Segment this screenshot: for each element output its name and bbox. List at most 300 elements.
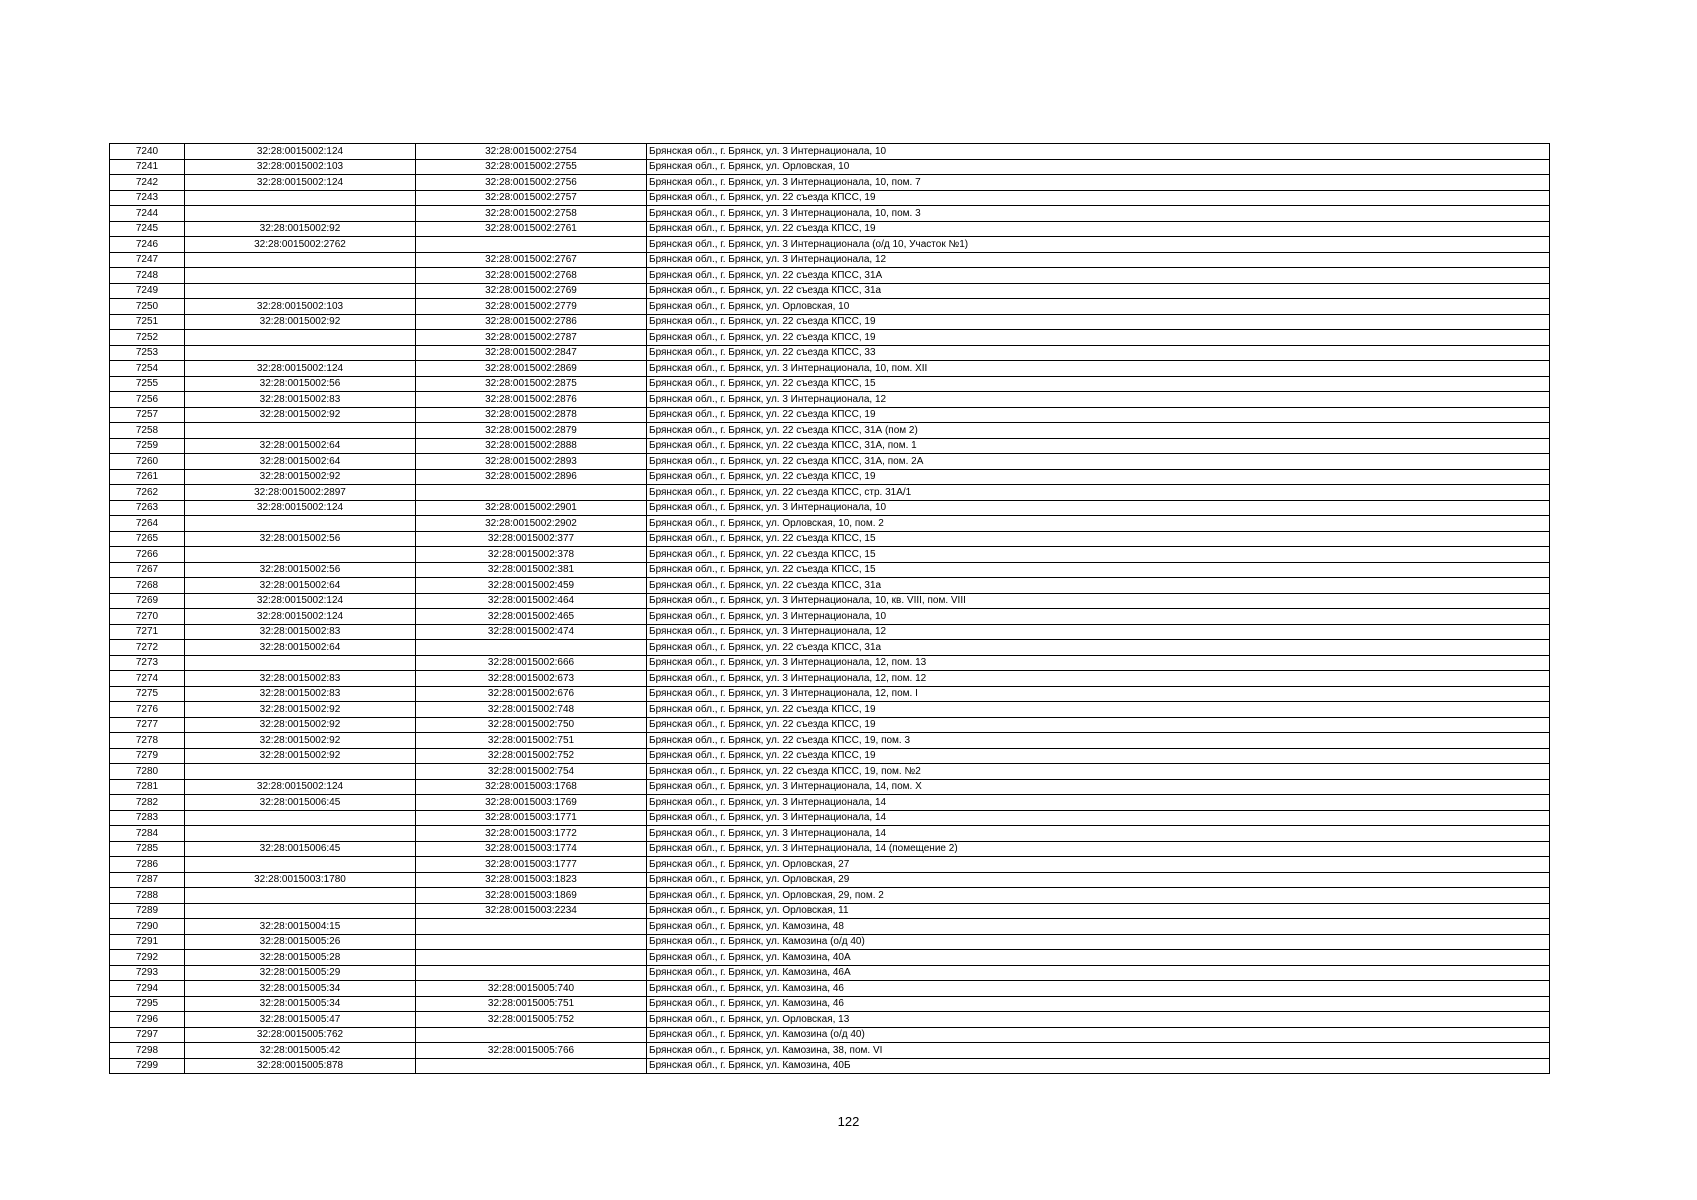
parcel-cadastral-number-cell [185, 190, 416, 206]
object-cadastral-number-cell: 32:28:0015002:2761 [416, 221, 647, 237]
row-number-cell: 7289 [110, 903, 185, 919]
parcel-cadastral-number-cell [185, 903, 416, 919]
object-cadastral-number-cell: 32:28:0015002:2902 [416, 516, 647, 532]
object-cadastral-number-cell: 32:28:0015005:740 [416, 981, 647, 997]
address-cell: Брянская обл., г. Брянск, ул. 3 Интернационала, 10 [647, 500, 1550, 516]
object-cadastral-number-cell: 32:28:0015003:2234 [416, 903, 647, 919]
parcel-cadastral-number-cell: 32:28:0015002:124 [185, 175, 416, 191]
table-row [110, 330, 1550, 346]
parcel-cadastral-number-cell: 32:28:0015005:878 [185, 1058, 416, 1074]
row-number-cell: 7283 [110, 810, 185, 826]
table-row [110, 903, 1550, 919]
parcel-cadastral-number-cell: 32:28:0015002:92 [185, 407, 416, 423]
object-cadastral-number-cell: 32:28:0015002:2786 [416, 314, 647, 330]
row-number-cell: 7242 [110, 175, 185, 191]
object-cadastral-number-cell [416, 1058, 647, 1074]
row-number-cell: 7261 [110, 469, 185, 485]
address-cell: Брянская обл., г. Брянск, ул. Камозина, 46 [647, 996, 1550, 1012]
object-cadastral-number-cell: 32:28:0015003:1777 [416, 857, 647, 873]
object-cadastral-number-cell: 32:28:0015002:2755 [416, 159, 647, 175]
table-row [110, 206, 1550, 222]
row-number-cell: 7278 [110, 733, 185, 749]
row-number-cell: 7273 [110, 655, 185, 671]
table-row [110, 144, 1550, 160]
table-row [110, 609, 1550, 625]
row-number-cell: 7269 [110, 593, 185, 609]
address-cell: Брянская обл., г. Брянск, ул. 3 Интернационала, 14 [647, 810, 1550, 826]
address-cell: Брянская обл., г. Брянск, ул. 3 Интернационала, 10 [647, 144, 1550, 160]
object-cadastral-number-cell: 32:28:0015003:1772 [416, 826, 647, 842]
address-cell: Брянская обл., г. Брянск, ул. Орловская, 11 [647, 903, 1550, 919]
parcel-cadastral-number-cell [185, 888, 416, 904]
row-number-cell: 7284 [110, 826, 185, 842]
row-number-cell: 7288 [110, 888, 185, 904]
address-cell: Брянская обл., г. Брянск, ул. 22 съезда КПСС, 31а [647, 578, 1550, 594]
object-cadastral-number-cell: 32:28:0015005:752 [416, 1012, 647, 1028]
object-cadastral-number-cell: 32:28:0015002:2768 [416, 268, 647, 284]
row-number-cell: 7266 [110, 547, 185, 563]
row-number-cell: 7263 [110, 500, 185, 516]
parcel-cadastral-number-cell: 32:28:0015005:28 [185, 950, 416, 966]
address-cell: Брянская обл., г. Брянск, ул. Орловская, 13 [647, 1012, 1550, 1028]
row-number-cell: 7293 [110, 965, 185, 981]
object-cadastral-number-cell: 32:28:0015002:2769 [416, 283, 647, 299]
object-cadastral-number-cell: 32:28:0015002:465 [416, 609, 647, 625]
row-number-cell: 7260 [110, 454, 185, 470]
address-cell: Брянская обл., г. Брянск, ул. Орловская, 10 [647, 299, 1550, 315]
row-number-cell: 7297 [110, 1027, 185, 1043]
table-row [110, 407, 1550, 423]
address-cell: Брянская обл., г. Брянск, ул. 3 Интернационала, 12, пом. I [647, 686, 1550, 702]
address-cell: Брянская обл., г. Брянск, ул. 22 съезда КПСС, 19 [647, 330, 1550, 346]
parcel-cadastral-number-cell: 32:28:0015005:762 [185, 1027, 416, 1043]
parcel-cadastral-number-cell: 32:28:0015005:34 [185, 981, 416, 997]
address-cell: Брянская обл., г. Брянск, ул. Орловская, 10, пом. 2 [647, 516, 1550, 532]
address-cell: Брянская обл., г. Брянск, ул. 22 съезда КПСС, 19 [647, 407, 1550, 423]
parcel-cadastral-number-cell: 32:28:0015002:92 [185, 733, 416, 749]
row-number-cell: 7241 [110, 159, 185, 175]
object-cadastral-number-cell [416, 965, 647, 981]
table-row [110, 361, 1550, 377]
table-row [110, 190, 1550, 206]
parcel-cadastral-number-cell [185, 826, 416, 842]
address-cell: Брянская обл., г. Брянск, ул. 22 съезда КПСС, 31А, пом. 1 [647, 438, 1550, 454]
object-cadastral-number-cell: 32:28:0015002:2847 [416, 345, 647, 361]
object-cadastral-number-cell: 32:28:0015002:2896 [416, 469, 647, 485]
table-row [110, 1012, 1550, 1028]
object-cadastral-number-cell: 32:28:0015002:464 [416, 593, 647, 609]
parcel-cadastral-number-cell [185, 423, 416, 439]
parcel-cadastral-number-cell [185, 283, 416, 299]
table-row [110, 423, 1550, 439]
table-row [110, 454, 1550, 470]
parcel-cadastral-number-cell: 32:28:0015002:83 [185, 686, 416, 702]
row-number-cell: 7286 [110, 857, 185, 873]
row-number-cell: 7244 [110, 206, 185, 222]
parcel-cadastral-number-cell: 32:28:0015002:124 [185, 144, 416, 160]
object-cadastral-number-cell: 32:28:0015002:2888 [416, 438, 647, 454]
address-cell: Брянская обл., г. Брянск, ул. 3 Интернационала, 12 [647, 624, 1550, 640]
table-row [110, 314, 1550, 330]
parcel-cadastral-number-cell: 32:28:0015002:92 [185, 702, 416, 718]
parcel-cadastral-number-cell: 32:28:0015002:56 [185, 531, 416, 547]
address-cell: Брянская обл., г. Брянск, ул. 22 съезда КПСС, 19, пом. №2 [647, 764, 1550, 780]
object-cadastral-number-cell: 32:28:0015002:474 [416, 624, 647, 640]
address-cell: Брянская обл., г. Брянск, ул. Камозина, 48 [647, 919, 1550, 935]
address-cell: Брянская обл., г. Брянск, ул. 22 съезда КПСС, 19 [647, 221, 1550, 237]
table-row [110, 469, 1550, 485]
table-row [110, 872, 1550, 888]
object-cadastral-number-cell: 32:28:0015002:2767 [416, 252, 647, 268]
parcel-cadastral-number-cell [185, 655, 416, 671]
table-row [110, 810, 1550, 826]
object-cadastral-number-cell: 32:28:0015002:381 [416, 562, 647, 578]
address-cell: Брянская обл., г. Брянск, ул. Камозина, 40А [647, 950, 1550, 966]
row-number-cell: 7252 [110, 330, 185, 346]
address-cell: Брянская обл., г. Брянск, ул. Камозина, 46А [647, 965, 1550, 981]
parcel-cadastral-number-cell: 32:28:0015005:29 [185, 965, 416, 981]
object-cadastral-number-cell: 32:28:0015002:377 [416, 531, 647, 547]
address-cell: Брянская обл., г. Брянск, ул. 22 съезда КПСС, 33 [647, 345, 1550, 361]
object-cadastral-number-cell: 32:28:0015003:1774 [416, 841, 647, 857]
address-cell: Брянская обл., г. Брянск, ул. Орловская, 29 [647, 872, 1550, 888]
parcel-cadastral-number-cell: 32:28:0015002:83 [185, 392, 416, 408]
address-cell: Брянская обл., г. Брянск, ул. Орловская, 10 [647, 159, 1550, 175]
parcel-cadastral-number-cell: 32:28:0015002:92 [185, 717, 416, 733]
object-cadastral-number-cell: 32:28:0015003:1769 [416, 795, 647, 811]
object-cadastral-number-cell: 32:28:0015002:2787 [416, 330, 647, 346]
registry-table-body [110, 144, 1550, 1074]
parcel-cadastral-number-cell: 32:28:0015002:92 [185, 314, 416, 330]
address-cell: Брянская обл., г. Брянск, ул. 22 съезда КПСС, 15 [647, 531, 1550, 547]
address-cell: Брянская обл., г. Брянск, ул. 22 съезда КПСС, стр. 31А/1 [647, 485, 1550, 501]
parcel-cadastral-number-cell: 32:28:0015006:45 [185, 841, 416, 857]
address-cell: Брянская обл., г. Брянск, ул. Камозина (о/д 40) [647, 934, 1550, 950]
address-cell: Брянская обл., г. Брянск, ул. 22 съезда КПСС, 19 [647, 314, 1550, 330]
table-row [110, 717, 1550, 733]
row-number-cell: 7247 [110, 252, 185, 268]
object-cadastral-number-cell: 32:28:0015005:766 [416, 1043, 647, 1059]
table-row [110, 671, 1550, 687]
parcel-cadastral-number-cell: 32:28:0015002:124 [185, 779, 416, 795]
object-cadastral-number-cell: 32:28:0015002:2754 [416, 144, 647, 160]
parcel-cadastral-number-cell: 32:28:0015002:2762 [185, 237, 416, 253]
table-row [110, 950, 1550, 966]
table-row [110, 547, 1550, 563]
table-row [110, 826, 1550, 842]
row-number-cell: 7245 [110, 221, 185, 237]
row-number-cell: 7264 [110, 516, 185, 532]
row-number-cell: 7254 [110, 361, 185, 377]
address-cell: Брянская обл., г. Брянск, ул. 3 Интернационала, 10, пом. 3 [647, 206, 1550, 222]
address-cell: Брянская обл., г. Брянск, ул. 3 Интернационала, 14 [647, 826, 1550, 842]
row-number-cell: 7277 [110, 717, 185, 733]
parcel-cadastral-number-cell [185, 547, 416, 563]
row-number-cell: 7280 [110, 764, 185, 780]
row-number-cell: 7248 [110, 268, 185, 284]
table-row [110, 841, 1550, 857]
parcel-cadastral-number-cell: 32:28:0015002:64 [185, 578, 416, 594]
row-number-cell: 7274 [110, 671, 185, 687]
address-cell: Брянская обл., г. Брянск, ул. 22 съезда КПСС, 15 [647, 547, 1550, 563]
object-cadastral-number-cell [416, 1027, 647, 1043]
row-number-cell: 7267 [110, 562, 185, 578]
object-cadastral-number-cell: 32:28:0015002:2901 [416, 500, 647, 516]
row-number-cell: 7295 [110, 996, 185, 1012]
object-cadastral-number-cell [416, 919, 647, 935]
row-number-cell: 7246 [110, 237, 185, 253]
row-number-cell: 7258 [110, 423, 185, 439]
table-row [110, 392, 1550, 408]
row-number-cell: 7240 [110, 144, 185, 160]
address-cell: Брянская обл., г. Брянск, ул. 22 съезда КПСС, 15 [647, 376, 1550, 392]
object-cadastral-number-cell [416, 640, 647, 656]
object-cadastral-number-cell [416, 950, 647, 966]
object-cadastral-number-cell: 32:28:0015003:1768 [416, 779, 647, 795]
object-cadastral-number-cell: 32:28:0015002:2758 [416, 206, 647, 222]
object-cadastral-number-cell: 32:28:0015002:378 [416, 547, 647, 563]
address-cell: Брянская обл., г. Брянск, ул. 22 съезда КПСС, 19 [647, 748, 1550, 764]
object-cadastral-number-cell: 32:28:0015003:1771 [416, 810, 647, 826]
table-row [110, 500, 1550, 516]
object-cadastral-number-cell [416, 934, 647, 950]
table-row [110, 175, 1550, 191]
row-number-cell: 7270 [110, 609, 185, 625]
table-row [110, 764, 1550, 780]
parcel-cadastral-number-cell [185, 516, 416, 532]
row-number-cell: 7299 [110, 1058, 185, 1074]
row-number-cell: 7255 [110, 376, 185, 392]
address-cell: Брянская обл., г. Брянск, ул. Камозина, 40Б [647, 1058, 1550, 1074]
address-cell: Брянская обл., г. Брянск, ул. 3 Интернационала, 10, пом. XII [647, 361, 1550, 377]
table-row [110, 531, 1550, 547]
address-cell: Брянская обл., г. Брянск, ул. 22 съезда КПСС, 19 [647, 702, 1550, 718]
object-cadastral-number-cell: 32:28:0015002:666 [416, 655, 647, 671]
table-row [110, 1027, 1550, 1043]
address-cell: Брянская обл., г. Брянск, ул. 3 Интернационала, 12, пом. 13 [647, 655, 1550, 671]
address-cell: Брянская обл., г. Брянск, ул. Камозина (о/д 40) [647, 1027, 1550, 1043]
parcel-cadastral-number-cell: 32:28:0015003:1780 [185, 872, 416, 888]
parcel-cadastral-number-cell: 32:28:0015002:124 [185, 361, 416, 377]
parcel-cadastral-number-cell [185, 764, 416, 780]
object-cadastral-number-cell: 32:28:0015002:2779 [416, 299, 647, 315]
row-number-cell: 7249 [110, 283, 185, 299]
object-cadastral-number-cell: 32:28:0015002:2757 [416, 190, 647, 206]
address-cell: Брянская обл., г. Брянск, ул. 22 съезда КПСС, 31А [647, 268, 1550, 284]
parcel-cadastral-number-cell: 32:28:0015005:26 [185, 934, 416, 950]
address-cell: Брянская обл., г. Брянск, ул. 22 съезда КПСС, 19, пом. 3 [647, 733, 1550, 749]
row-number-cell: 7292 [110, 950, 185, 966]
table-row [110, 1058, 1550, 1074]
table-row [110, 221, 1550, 237]
table-row [110, 779, 1550, 795]
table-row [110, 733, 1550, 749]
table-row [110, 655, 1550, 671]
table-row [110, 1043, 1550, 1059]
parcel-cadastral-number-cell: 32:28:0015002:2897 [185, 485, 416, 501]
parcel-cadastral-number-cell: 32:28:0015002:83 [185, 624, 416, 640]
address-cell: Брянская обл., г. Брянск, ул. 22 съезда КПСС, 19 [647, 717, 1550, 733]
address-cell: Брянская обл., г. Брянск, ул. 3 Интернационала, 12 [647, 392, 1550, 408]
table-row [110, 919, 1550, 935]
object-cadastral-number-cell: 32:28:0015002:2875 [416, 376, 647, 392]
parcel-cadastral-number-cell: 32:28:0015002:124 [185, 609, 416, 625]
address-cell: Брянская обл., г. Брянск, ул. 3 Интернационала, 12, пом. 12 [647, 671, 1550, 687]
parcel-cadastral-number-cell: 32:28:0015002:92 [185, 221, 416, 237]
address-cell: Брянская обл., г. Брянск, ул. Орловская, 27 [647, 857, 1550, 873]
registry-table [109, 143, 1550, 1074]
parcel-cadastral-number-cell [185, 268, 416, 284]
address-cell: Брянская обл., г. Брянск, ул. 22 съезда КПСС, 31а [647, 283, 1550, 299]
row-number-cell: 7243 [110, 190, 185, 206]
row-number-cell: 7282 [110, 795, 185, 811]
address-cell: Брянская обл., г. Брянск, ул. 22 съезда КПСС, 19 [647, 190, 1550, 206]
object-cadastral-number-cell: 32:28:0015002:2756 [416, 175, 647, 191]
table-row [110, 345, 1550, 361]
address-cell: Брянская обл., г. Брянск, ул. 3 Интернационала, 14, пом. Х [647, 779, 1550, 795]
table-row [110, 702, 1550, 718]
object-cadastral-number-cell: 32:28:0015002:2876 [416, 392, 647, 408]
row-number-cell: 7275 [110, 686, 185, 702]
address-cell: Брянская обл., г. Брянск, ул. 3 Интернационала, 12 [647, 252, 1550, 268]
row-number-cell: 7268 [110, 578, 185, 594]
row-number-cell: 7276 [110, 702, 185, 718]
table-row [110, 748, 1550, 764]
parcel-cadastral-number-cell: 32:28:0015002:124 [185, 500, 416, 516]
table-row [110, 934, 1550, 950]
table-row [110, 640, 1550, 656]
parcel-cadastral-number-cell: 32:28:0015002:64 [185, 438, 416, 454]
table-row [110, 237, 1550, 253]
parcel-cadastral-number-cell [185, 252, 416, 268]
row-number-cell: 7290 [110, 919, 185, 935]
row-number-cell: 7250 [110, 299, 185, 315]
row-number-cell: 7257 [110, 407, 185, 423]
row-number-cell: 7294 [110, 981, 185, 997]
parcel-cadastral-number-cell: 32:28:0015002:83 [185, 671, 416, 687]
object-cadastral-number-cell: 32:28:0015003:1823 [416, 872, 647, 888]
address-cell: Брянская обл., г. Брянск, ул. 22 съезда КПСС, 19 [647, 469, 1550, 485]
object-cadastral-number-cell: 32:28:0015002:754 [416, 764, 647, 780]
object-cadastral-number-cell: 32:28:0015002:2893 [416, 454, 647, 470]
object-cadastral-number-cell: 32:28:0015003:1869 [416, 888, 647, 904]
object-cadastral-number-cell: 32:28:0015002:752 [416, 748, 647, 764]
table-row [110, 593, 1550, 609]
table-row [110, 159, 1550, 175]
row-number-cell: 7296 [110, 1012, 185, 1028]
row-number-cell: 7281 [110, 779, 185, 795]
row-number-cell: 7251 [110, 314, 185, 330]
table-row [110, 299, 1550, 315]
row-number-cell: 7259 [110, 438, 185, 454]
row-number-cell: 7279 [110, 748, 185, 764]
address-cell: Брянская обл., г. Брянск, ул. 3 Интернационала, 10, пом. 7 [647, 175, 1550, 191]
parcel-cadastral-number-cell [185, 345, 416, 361]
object-cadastral-number-cell: 32:28:0015002:751 [416, 733, 647, 749]
row-number-cell: 7256 [110, 392, 185, 408]
parcel-cadastral-number-cell: 32:28:0015005:34 [185, 996, 416, 1012]
table-row [110, 283, 1550, 299]
row-number-cell: 7271 [110, 624, 185, 640]
address-cell: Брянская обл., г. Брянск, ул. 3 Интернационала, 10, кв. VIII, пом. VIII [647, 593, 1550, 609]
table-row [110, 686, 1550, 702]
table-row [110, 485, 1550, 501]
table-row [110, 252, 1550, 268]
parcel-cadastral-number-cell: 32:28:0015002:92 [185, 469, 416, 485]
table-row [110, 562, 1550, 578]
parcel-cadastral-number-cell: 32:28:0015002:103 [185, 159, 416, 175]
table-row [110, 268, 1550, 284]
table-row [110, 795, 1550, 811]
row-number-cell: 7265 [110, 531, 185, 547]
table-row [110, 578, 1550, 594]
address-cell: Брянская обл., г. Брянск, ул. Камозина, 46 [647, 981, 1550, 997]
parcel-cadastral-number-cell [185, 810, 416, 826]
table-row [110, 888, 1550, 904]
table-row [110, 857, 1550, 873]
object-cadastral-number-cell: 32:28:0015002:2869 [416, 361, 647, 377]
parcel-cadastral-number-cell: 32:28:0015002:56 [185, 562, 416, 578]
table-row [110, 376, 1550, 392]
table-row [110, 438, 1550, 454]
parcel-cadastral-number-cell: 32:28:0015002:56 [185, 376, 416, 392]
parcel-cadastral-number-cell: 32:28:0015002:64 [185, 640, 416, 656]
object-cadastral-number-cell: 32:28:0015002:2879 [416, 423, 647, 439]
row-number-cell: 7298 [110, 1043, 185, 1059]
address-cell: Брянская обл., г. Брянск, ул. 3 Интернационала, 14 [647, 795, 1550, 811]
parcel-cadastral-number-cell [185, 330, 416, 346]
parcel-cadastral-number-cell: 32:28:0015002:124 [185, 593, 416, 609]
parcel-cadastral-number-cell: 32:28:0015006:45 [185, 795, 416, 811]
table-row [110, 965, 1550, 981]
table-row [110, 624, 1550, 640]
parcel-cadastral-number-cell: 32:28:0015002:92 [185, 748, 416, 764]
address-cell: Брянская обл., г. Брянск, ул. 3 Интернационала, 10 [647, 609, 1550, 625]
parcel-cadastral-number-cell [185, 206, 416, 222]
address-cell: Брянская обл., г. Брянск, ул. Орловская, 29, пом. 2 [647, 888, 1550, 904]
row-number-cell: 7262 [110, 485, 185, 501]
address-cell: Брянская обл., г. Брянск, ул. 22 съезда КПСС, 31а [647, 640, 1550, 656]
object-cadastral-number-cell: 32:28:0015002:676 [416, 686, 647, 702]
address-cell: Брянская обл., г. Брянск, ул. Камозина, 38, пом. VI [647, 1043, 1550, 1059]
object-cadastral-number-cell: 32:28:0015002:748 [416, 702, 647, 718]
table-row [110, 516, 1550, 532]
object-cadastral-number-cell: 32:28:0015002:2878 [416, 407, 647, 423]
object-cadastral-number-cell [416, 237, 647, 253]
row-number-cell: 7285 [110, 841, 185, 857]
address-cell: Брянская обл., г. Брянск, ул. 3 Интернационала (о/д 10, Участок №1) [647, 237, 1550, 253]
address-cell: Брянская обл., г. Брянск, ул. 22 съезда КПСС, 15 [647, 562, 1550, 578]
row-number-cell: 7287 [110, 872, 185, 888]
object-cadastral-number-cell: 32:28:0015002:750 [416, 717, 647, 733]
parcel-cadastral-number-cell: 32:28:0015004:15 [185, 919, 416, 935]
object-cadastral-number-cell: 32:28:0015005:751 [416, 996, 647, 1012]
row-number-cell: 7253 [110, 345, 185, 361]
address-cell: Брянская обл., г. Брянск, ул. 22 съезда КПСС, 31А, пом. 2А [647, 454, 1550, 470]
row-number-cell: 7272 [110, 640, 185, 656]
object-cadastral-number-cell [416, 485, 647, 501]
table-row [110, 996, 1550, 1012]
parcel-cadastral-number-cell: 32:28:0015002:64 [185, 454, 416, 470]
row-number-cell: 7291 [110, 934, 185, 950]
table-row [110, 981, 1550, 997]
parcel-cadastral-number-cell [185, 857, 416, 873]
object-cadastral-number-cell: 32:28:0015002:459 [416, 578, 647, 594]
page-number: 122 [837, 1114, 860, 1129]
address-cell: Брянская обл., г. Брянск, ул. 22 съезда КПСС, 31А (пом 2) [647, 423, 1550, 439]
parcel-cadastral-number-cell: 32:28:0015005:47 [185, 1012, 416, 1028]
parcel-cadastral-number-cell: 32:28:0015005:42 [185, 1043, 416, 1059]
